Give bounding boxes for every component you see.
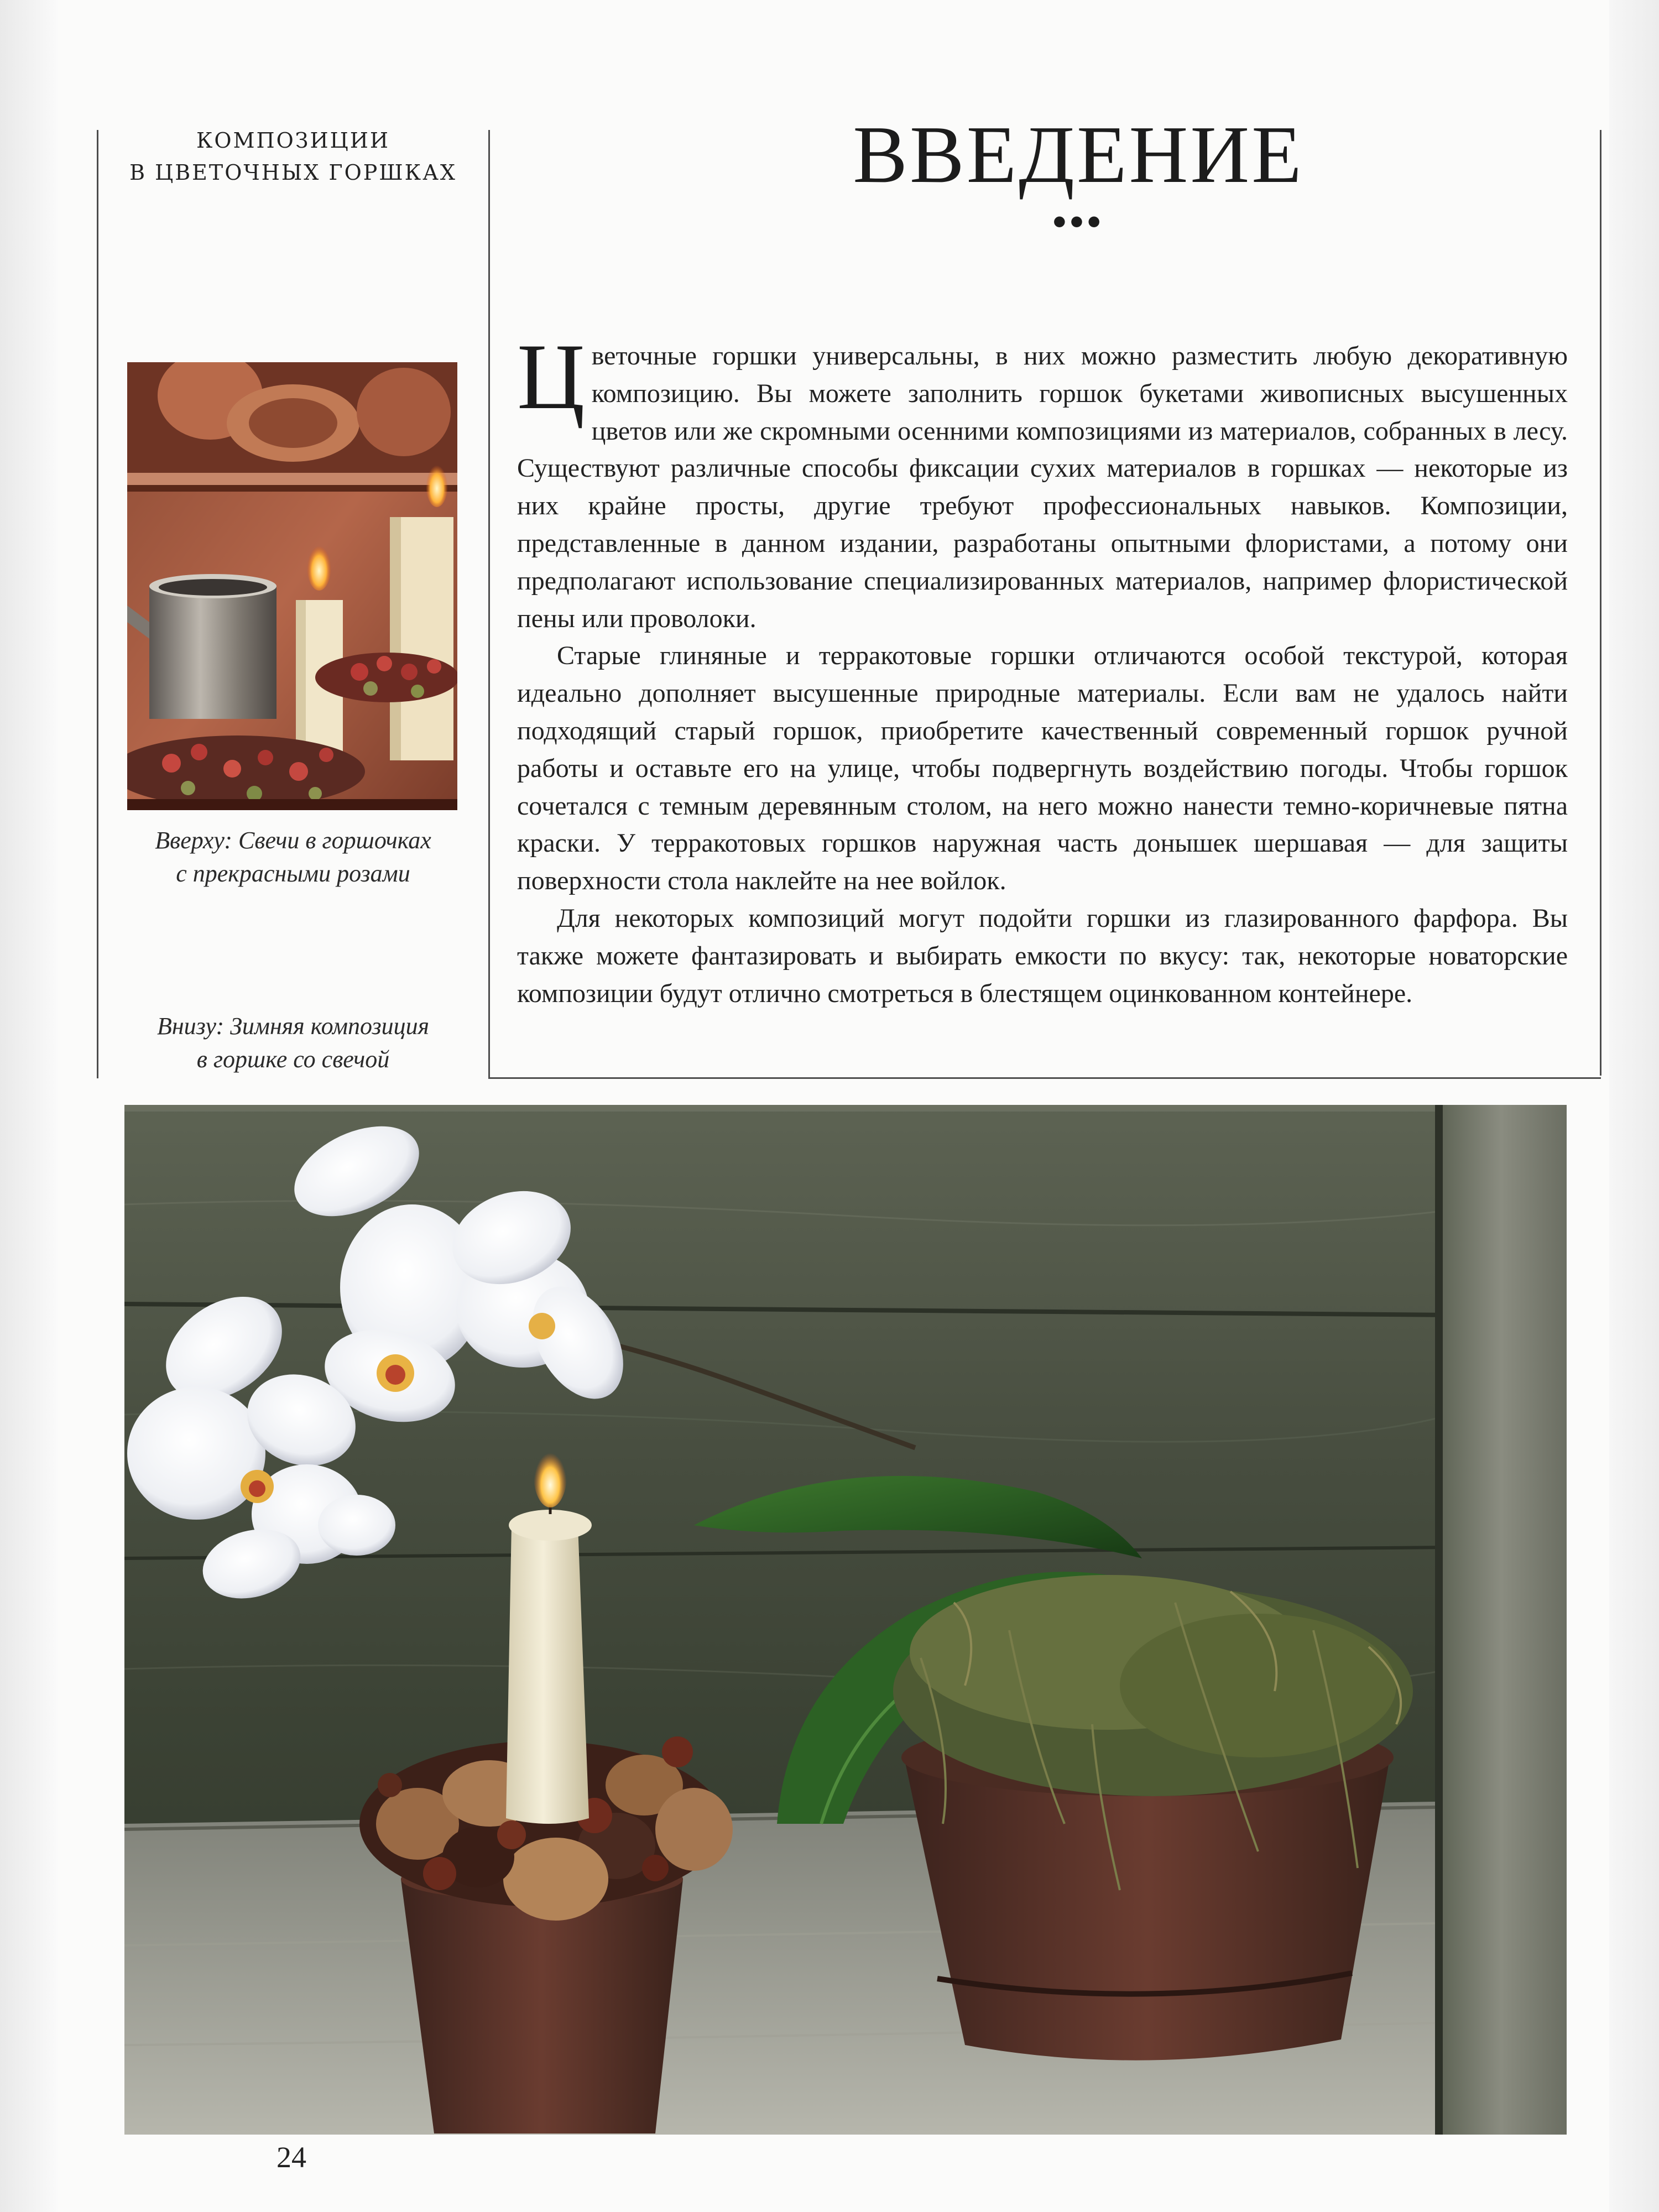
page-title: ВВЕДЕНИЕ [853, 109, 1304, 200]
page-number: 24 [276, 2141, 306, 2174]
drop-cap: Ц [517, 325, 585, 429]
scan-margin-left [0, 0, 58, 2212]
caption-top-line1: Вверху: Свечи в горшочках [155, 827, 431, 854]
paragraph-1 [517, 325, 1568, 637]
section-label-line1: КОМПОЗИЦИИ [196, 128, 390, 153]
title-ornament: ••• [1052, 200, 1104, 244]
caption-top [111, 824, 476, 890]
photo-winter-composition-image [124, 1105, 1567, 2135]
paragraph-1-text: веточные горшки универсальны, в них можно разместить любую декоративную композицию. Вы можете заполнить горшок букетами живописных высушенных цветов или же скромными осенними композициями из материалов, собранных в лесу. Существуют различные способы фиксации сухих материалов в горшках — некоторые из них крайне просты, другие требуют профессиональных навыков. Композиции, представленные в данном издании, разработаны опытными флористами, а потому они предполагают использование специализированных материалов, например флористической пены или проволоки. [517, 341, 1568, 633]
paragraph-2: Старые глиняные и терракотовые горшки отличаются особой текстурой, которая идеально дополняет высушенные природные материалы. Если вам не удалось найти подходящий старый горшок, приобретите качественный современный горшок ручной работы и оставьте его на улице, чтобы подвергнуть воздействию погоды. Чтобы горшок сочетался с темным деревянным столом, на него можно нанести темно-коричневые пятна краски. У терракотовых горшков наружная часть донышек шершавая — для защиты поверхности стола наклейте на нее войлок. [517, 641, 1568, 896]
photo-candles-with-roses [127, 362, 457, 810]
caption-bottom-line2: в горшке со свечой [196, 1046, 390, 1073]
section-label-line2: В ЦВЕТОЧНЫХ ГОРШКАХ [129, 160, 457, 185]
caption-bottom [111, 1010, 476, 1076]
caption-top-line2: с прекрасными розами [176, 860, 410, 887]
right-column-rule [1600, 130, 1601, 1076]
paragraph-3: Для некоторых композиций могут подойти горшки из глазированного фарфора. Вы также можете фантазировать и выбирать емкости по вкусу: так, некоторые новаторские композиции будут отлично смотреться в блестящем оцинкованном контейнере. [517, 903, 1568, 1008]
photo-winter-composition [124, 1105, 1567, 2135]
section-label [111, 124, 476, 189]
article-body [517, 325, 1568, 1012]
caption-bottom-line1: Внизу: Зимняя композиция [156, 1013, 430, 1040]
scan-margin-right [1609, 0, 1659, 2212]
photo-candles-with-roses-image [127, 362, 457, 810]
left-column-rule [97, 130, 98, 1078]
column-bottom-rule [488, 1077, 1601, 1079]
column-divider-rule [488, 130, 490, 1078]
